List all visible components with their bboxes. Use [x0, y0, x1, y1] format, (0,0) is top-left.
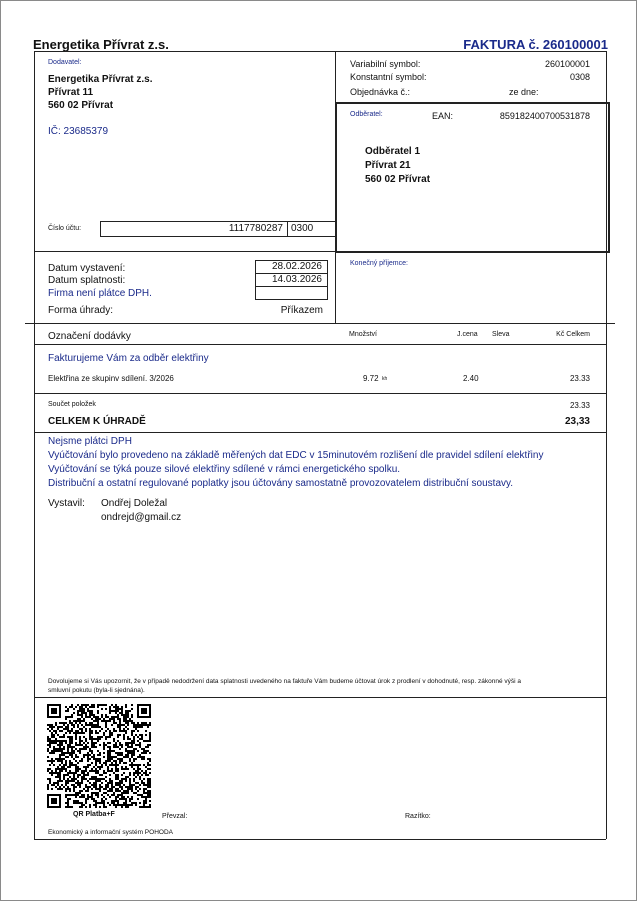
frame-bottom — [34, 839, 606, 840]
constant-symbol-label: Konstantní symbol: — [350, 72, 427, 82]
total-value: 23,33 — [564, 416, 590, 427]
items-header-total: Kč Celkem — [556, 331, 590, 338]
invoice-title: FAKTURA č. 260100001 — [463, 37, 608, 52]
notes-block — [48, 435, 604, 489]
supplier-name: Energetika Přívrat z.s. — [48, 74, 153, 85]
supplier-city: 560 02 Přívrat — [48, 100, 114, 111]
constant-symbol-value: 0308 — [569, 72, 590, 82]
divider-summary — [34, 393, 606, 394]
received-label: Převzal: — [162, 813, 188, 820]
frame-top — [34, 51, 606, 52]
bank-account-label: Číslo účtu: — [48, 225, 82, 232]
supplier-ic: IČ: 23685379 — [48, 126, 109, 137]
issue-date-value: 28.02.2026 — [271, 261, 322, 272]
issue-date-label: Datum vystavení: — [48, 263, 126, 274]
items-header-discount: Sleva — [492, 331, 510, 338]
disclaimer-line-2: smluvní pokutu (byla-li sjednána). — [48, 687, 145, 694]
item-unit-price: 2.40 — [463, 374, 479, 383]
items-intro: Fakturujeme Vám za odběr elektřiny — [48, 353, 209, 364]
divider-footer — [34, 697, 606, 698]
items-header-qty: Množství — [349, 331, 378, 338]
due-date-label: Datum splatnosti: — [48, 275, 126, 286]
bank-code-divider — [287, 221, 288, 236]
customer-street: Přívrat 21 — [365, 160, 411, 171]
item-qty: 9.72 — [363, 374, 379, 383]
supplier-label: Dodavatel: — [48, 59, 82, 66]
divider-items — [25, 323, 615, 324]
variable-symbol-value: 260100001 — [544, 59, 590, 69]
item-unit: kh — [382, 376, 388, 382]
item-name: Elektřina ze skupinv sdílení. 3/2026 — [48, 374, 174, 383]
supplier-street: Přívrat 11 — [48, 87, 94, 98]
divider-dates — [34, 251, 606, 252]
payment-method-label: Forma úhrady: — [48, 305, 114, 316]
items-header-unit-price: J.cena — [457, 331, 478, 338]
payment-method-value: Příkazem — [280, 305, 323, 316]
issuer-label: Vystavil: — [48, 498, 85, 509]
header-company: Energetika Přívrat z.s. — [33, 37, 169, 52]
variable-symbol-label: Variabilní symbol: — [350, 59, 421, 69]
sum-value: 23.33 — [569, 401, 590, 410]
stamp-label: Razítko: — [405, 813, 431, 820]
qr-label: QR Platba+F — [73, 811, 115, 818]
divider-notes — [34, 432, 606, 433]
item-total: 23.33 — [569, 374, 590, 383]
customer-label: Odběratel: — [350, 111, 383, 118]
disclaimer-line-1: Dovolujeme si Vás upozornit, že v případě nedodržení data splatnosti uvedeného na faktuře Vám budeme účtovat úrok z prodlení v dohodnuté, resp. zákonné výši a — [48, 678, 521, 685]
issuer-email: ondrejd@gmail.cz — [101, 512, 182, 523]
ean-value: 859182400700531878 — [499, 111, 590, 121]
due-date-value: 14.03.2026 — [271, 274, 322, 285]
issuer-name: Ondřej Doležal — [101, 498, 168, 509]
total-label: CELKEM K ÚHRADĚ — [48, 416, 146, 427]
system-footer: Ekonomický a informační systém POHODA — [48, 829, 173, 836]
bank-code: 0300 — [291, 223, 314, 234]
items-header-name: Označení dodávky — [48, 331, 131, 342]
frame-left — [34, 51, 35, 839]
sum-label: Součet položek — [48, 401, 96, 408]
note-line-1: Nejsme plátci DPH — [48, 436, 132, 447]
note-line-2: Vyúčtování bylo provedeno na základě měřených dat EDC v 15minutovém rozlišení dle pravidel sdílení elektřiny — [48, 450, 544, 461]
bank-account-number: 1117780287 — [228, 223, 283, 234]
divider-items-header — [34, 344, 606, 345]
final-recipient-label: Konečný příjemce: — [350, 260, 408, 267]
note-line-4: Distribuční a ostatní regulované poplatky jsou účtovány samostatně provozovatelem distribuční soustavy. — [48, 478, 514, 489]
qr-code — [47, 704, 151, 808]
order-number-label: Objednávka č.: — [350, 87, 411, 97]
note-line-3: Vyúčtování se týká pouze silové elektřiny sdílené v rámci energetického spolku. — [48, 464, 401, 475]
vat-note: Firma není plátce DPH. — [48, 288, 152, 299]
customer-name: Odběratel 1 — [365, 146, 421, 157]
customer-city: 560 02 Přívrat — [365, 174, 431, 185]
empty-date-box — [255, 286, 328, 300]
order-date-label: ze dne: — [509, 87, 539, 97]
ean-label: EAN: — [432, 111, 454, 121]
issuer-email-clip — [101, 511, 221, 523]
